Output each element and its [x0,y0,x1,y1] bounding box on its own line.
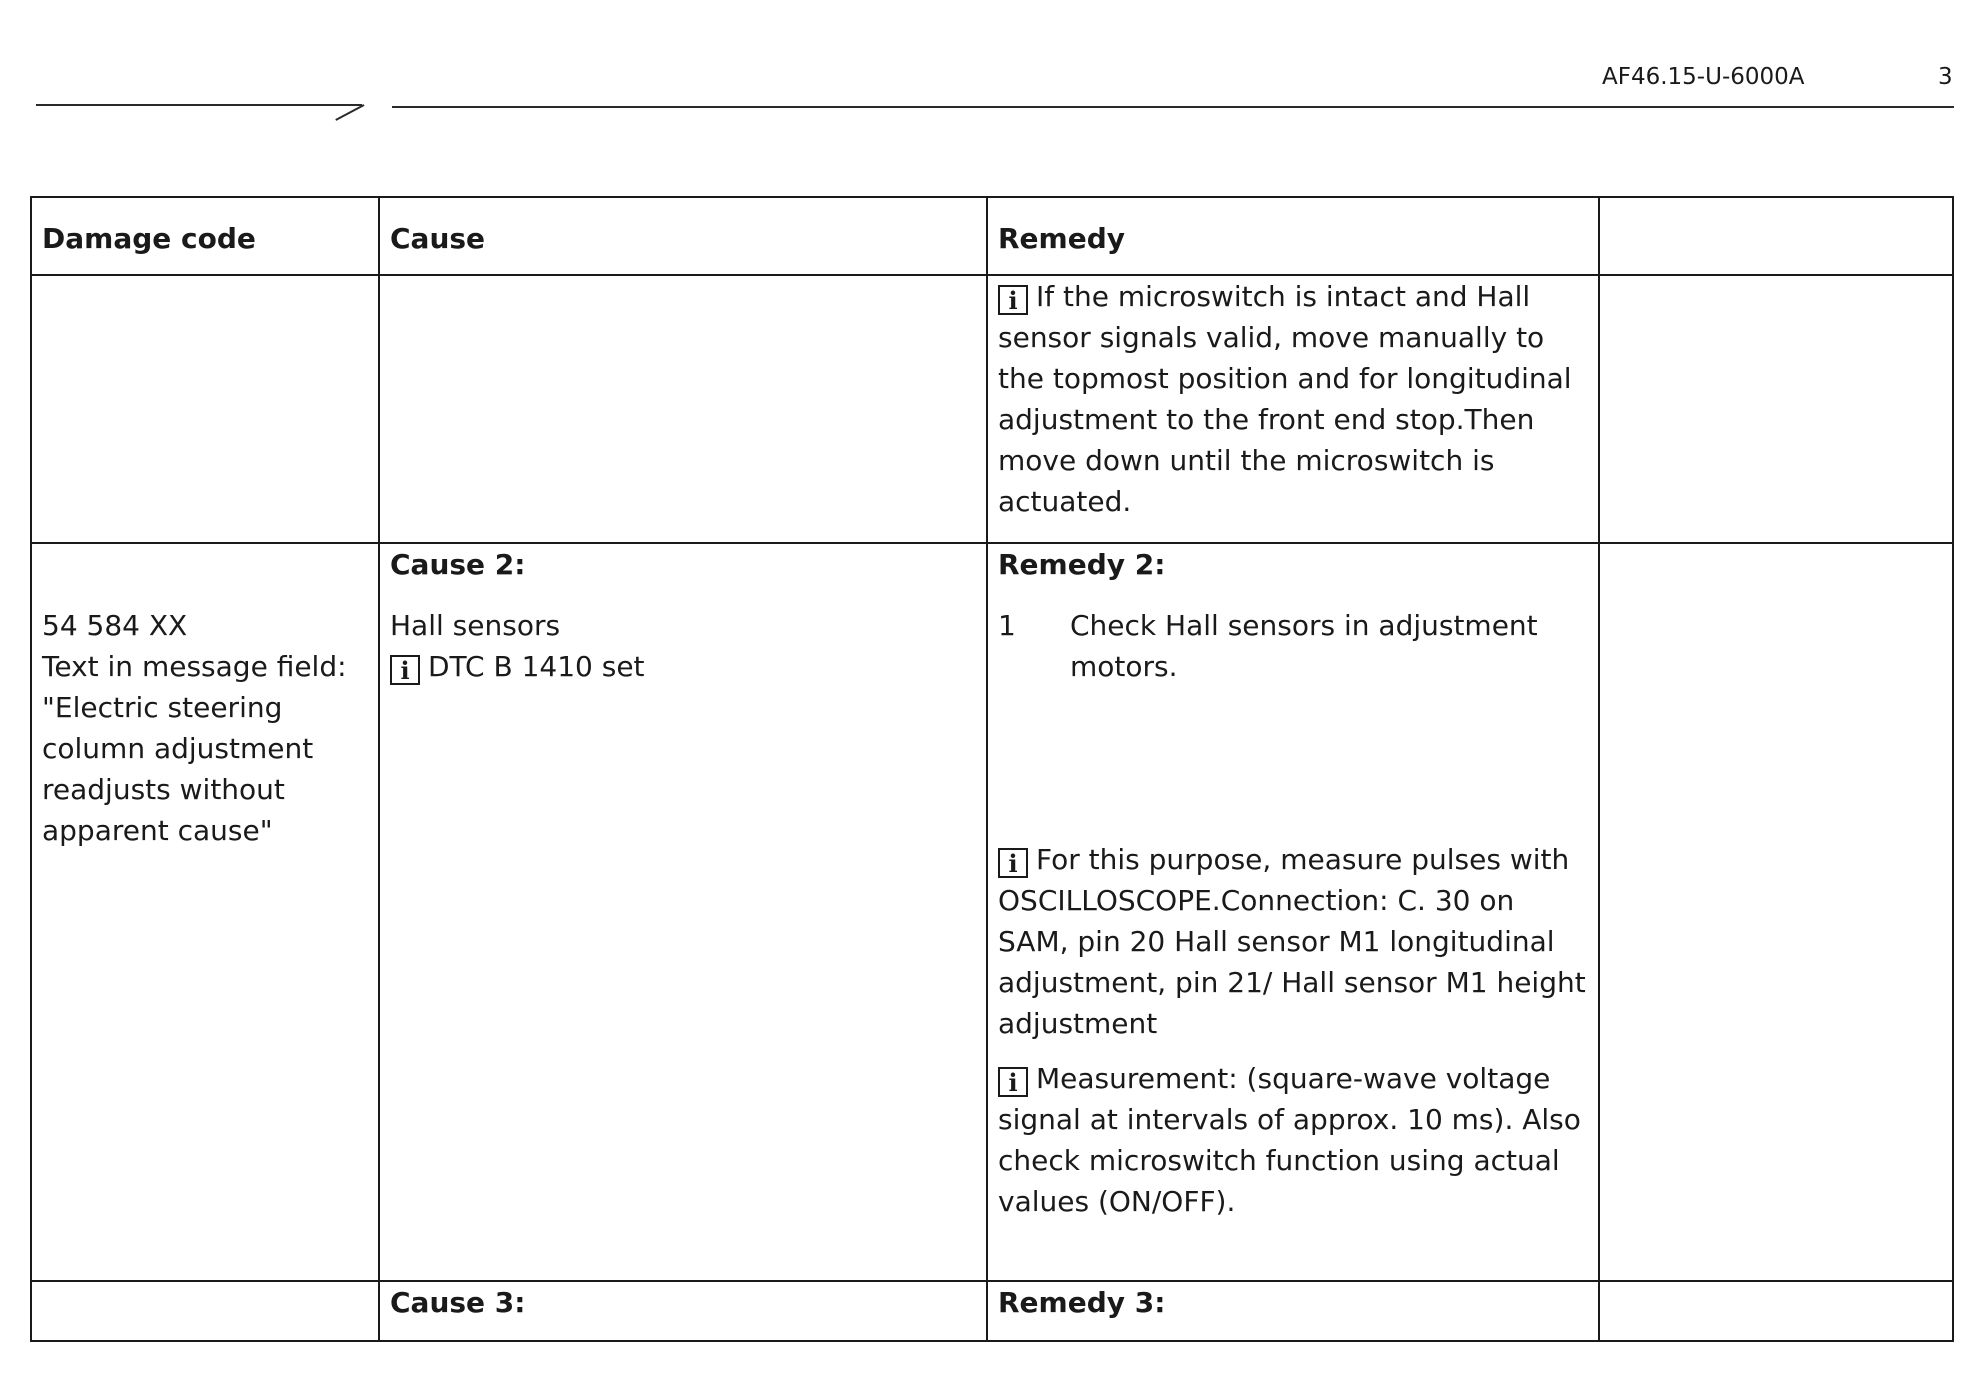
oscilloscope-note: For this purpose, measure pulses with OSCILLOSCOPE.Connection: C. 30 on SAM, pin 20 Hall sensor M1 longitudinal adjustment, pin 21/ Hall sensor M1 height adjustment [998,843,1586,1040]
cause-2-text: Hall sensors [390,609,561,642]
damage-code-value: 54 584 XX [42,609,188,642]
cause-2-note: DTC B 1410 set [428,650,645,683]
header-rule-right [392,106,1954,108]
step-text: Check Hall sensors in adjustment motors. [1070,609,1538,683]
header-remedy: Remedy [987,197,1599,275]
cause-2-title: Cause 2: [390,548,526,581]
table-header-row [31,197,1953,275]
table-row [31,275,1953,543]
info-icon: i [998,848,1028,878]
remedy-3-title: Remedy 3: [998,1286,1166,1319]
info-icon: i [998,285,1028,315]
step-number: 1 [998,609,1016,642]
row1-damage-code-cell [31,275,379,543]
row3-damage-code-cell [31,1281,379,1341]
cause-3-title: Cause 3: [390,1286,526,1319]
row2-cause-cell [379,543,987,1281]
measurement-note: Measurement: (square-wave voltage signal at intervals of approx. 10 ms). Also check microswitch function using actual values (ON/OFF). [998,1062,1581,1218]
row2-damage-code-cell [31,543,379,1281]
header-cause: Cause [379,197,987,275]
info-icon: i [998,1067,1028,1097]
remedy-2-title: Remedy 2: [998,548,1166,581]
header-rule-tick [335,104,364,121]
row3-remedy-cell [987,1281,1599,1341]
info-icon: i [390,655,420,685]
remedy-step [998,605,1588,687]
row1-extra-cell [1599,275,1953,543]
damage-code-table [30,196,1954,1342]
row2-remedy-cell [987,543,1599,1281]
row1-cause-cell [379,275,987,543]
damage-message-text: Text in message field: "Electric steering column adjustment readjusts without apparent cause" [42,650,347,847]
table-row [31,1281,1953,1341]
page-number: 3 [1938,64,1953,90]
header-extra [1599,197,1953,275]
row3-cause-cell [379,1281,987,1341]
row1-remedy-cell [987,275,1599,543]
row3-extra-cell [1599,1281,1953,1341]
table-row [31,543,1953,1281]
document-code: AF46.15-U-6000A [1602,64,1805,90]
header-rule-left [36,104,362,106]
row1-remedy-note: If the microswitch is intact and Hall sensor signals valid, move manually to the topmost position and for longitudinal adjustment to the front end stop.Then move down until the microswitch is actuated. [998,280,1572,518]
row2-extra-cell [1599,543,1953,1281]
header-damage-code: Damage code [31,197,379,275]
